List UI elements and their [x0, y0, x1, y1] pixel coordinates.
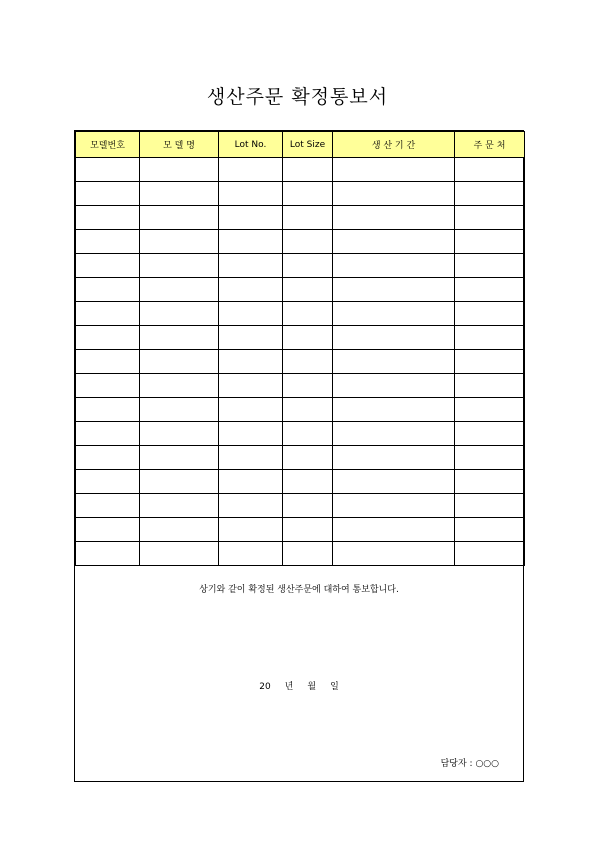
table-cell[interactable] [76, 422, 140, 446]
table-cell[interactable] [455, 254, 525, 278]
table-cell[interactable] [76, 206, 140, 230]
table-cell[interactable] [333, 206, 455, 230]
table-cell[interactable] [140, 518, 219, 542]
table-cell[interactable] [140, 182, 219, 206]
table-cell[interactable] [333, 518, 455, 542]
table-cell[interactable] [283, 230, 333, 254]
table-cell[interactable] [76, 470, 140, 494]
table-cell[interactable] [455, 350, 525, 374]
header-lot-size: Lot Size [283, 132, 333, 158]
table-cell[interactable] [283, 398, 333, 422]
table-cell[interactable] [333, 398, 455, 422]
document-title: 생산주문 확정통보서 [206, 86, 389, 108]
table-row [76, 446, 525, 470]
table-cell[interactable] [333, 446, 455, 470]
table-row [76, 158, 525, 182]
table-cell[interactable] [455, 326, 525, 350]
table-cell[interactable] [76, 350, 140, 374]
header-production-period: 생 산 기 간 [333, 132, 455, 158]
table-cell[interactable] [455, 302, 525, 326]
table-cell[interactable] [333, 422, 455, 446]
table-cell[interactable] [333, 494, 455, 518]
table-cell[interactable] [455, 182, 525, 206]
table-cell[interactable] [140, 302, 219, 326]
table-cell[interactable] [219, 518, 283, 542]
table-cell[interactable] [219, 302, 283, 326]
table-cell[interactable] [140, 230, 219, 254]
header-model-name: 모 델 명 [140, 132, 219, 158]
table-cell[interactable] [283, 494, 333, 518]
table-cell[interactable] [76, 302, 140, 326]
table-cell[interactable] [455, 398, 525, 422]
table-row [76, 398, 525, 422]
table-row [76, 206, 525, 230]
header-order-client: 주 문 처 [455, 132, 525, 158]
table-cell[interactable] [283, 302, 333, 326]
table-cell[interactable] [333, 302, 455, 326]
table-cell[interactable] [283, 470, 333, 494]
table-cell[interactable] [219, 470, 283, 494]
table-cell[interactable] [283, 206, 333, 230]
manager-line [441, 756, 499, 769]
table-cell[interactable] [455, 158, 525, 182]
table-cell[interactable] [333, 350, 455, 374]
table-cell[interactable] [333, 182, 455, 206]
header-model-number: 모델번호 [76, 132, 140, 158]
table-cell[interactable] [140, 254, 219, 278]
table-cell[interactable] [333, 278, 455, 302]
table-row [76, 182, 525, 206]
table-cell[interactable] [455, 542, 525, 566]
table-cell[interactable] [219, 446, 283, 470]
table-cell[interactable] [140, 494, 219, 518]
table-cell[interactable] [333, 470, 455, 494]
table-cell[interactable] [333, 158, 455, 182]
table-cell[interactable] [283, 422, 333, 446]
table-cell[interactable] [140, 350, 219, 374]
table-cell[interactable] [140, 422, 219, 446]
notice-text: 상기와 같이 확정된 생산주문에 대하여 통보합니다. [199, 585, 399, 595]
table-cell[interactable] [219, 422, 283, 446]
table-cell[interactable] [140, 446, 219, 470]
date-month-label: 월 [307, 682, 317, 692]
table-cell[interactable] [283, 374, 333, 398]
table-cell[interactable] [219, 398, 283, 422]
table-cell[interactable] [455, 374, 525, 398]
table-cell[interactable] [283, 278, 333, 302]
footer-section [75, 568, 523, 782]
manager-label: 담당자 : [440, 759, 473, 769]
table-row [76, 302, 525, 326]
table-cell[interactable] [219, 278, 283, 302]
table-row [76, 494, 525, 518]
table-row [76, 374, 525, 398]
table-cell[interactable] [76, 278, 140, 302]
table-row [76, 518, 525, 542]
table-cell[interactable] [76, 158, 140, 182]
table-cell[interactable] [140, 278, 219, 302]
table-row [76, 542, 525, 566]
table-cell[interactable] [76, 446, 140, 470]
table-cell[interactable] [455, 518, 525, 542]
table-cell[interactable] [219, 350, 283, 374]
table-cell[interactable] [140, 206, 219, 230]
table-cell[interactable] [140, 398, 219, 422]
table-cell[interactable] [76, 542, 140, 566]
table-row [76, 278, 525, 302]
order-table [75, 131, 525, 566]
table-cell[interactable] [283, 446, 333, 470]
table-row [76, 470, 525, 494]
table-cell[interactable] [283, 158, 333, 182]
table-cell[interactable] [140, 374, 219, 398]
table-cell[interactable] [455, 446, 525, 470]
table-cell[interactable] [76, 254, 140, 278]
header-lot-no: Lot No. [219, 132, 283, 158]
table-cell[interactable] [283, 326, 333, 350]
table-cell[interactable] [455, 206, 525, 230]
date-year-label: 년 [284, 682, 294, 692]
table-cell[interactable] [219, 182, 283, 206]
table-cell[interactable] [219, 206, 283, 230]
table-row [76, 326, 525, 350]
table-cell[interactable] [283, 518, 333, 542]
table-cell[interactable] [283, 542, 333, 566]
table-cell[interactable] [140, 326, 219, 350]
table-cell[interactable] [333, 542, 455, 566]
table-cell[interactable] [219, 158, 283, 182]
table-cell[interactable] [333, 326, 455, 350]
order-sheet [74, 130, 524, 782]
table-cell[interactable] [283, 254, 333, 278]
table-cell[interactable] [333, 374, 455, 398]
table-cell[interactable] [76, 398, 140, 422]
table-cell[interactable] [455, 494, 525, 518]
table-cell[interactable] [140, 158, 219, 182]
table-cell[interactable] [219, 542, 283, 566]
header-row [76, 132, 525, 158]
date-day-label: 일 [330, 682, 339, 692]
table-cell[interactable] [140, 542, 219, 566]
table-cell[interactable] [455, 422, 525, 446]
date-year-prefix: 20 [259, 682, 271, 692]
table-cell[interactable] [283, 350, 333, 374]
table-cell[interactable] [219, 326, 283, 350]
table-cell[interactable] [219, 230, 283, 254]
table-cell[interactable] [76, 494, 140, 518]
table-row [76, 254, 525, 278]
table-cell[interactable] [76, 326, 140, 350]
table-cell[interactable] [455, 278, 525, 302]
table-row [76, 350, 525, 374]
table-cell[interactable] [455, 230, 525, 254]
table-row [76, 230, 525, 254]
table-cell[interactable] [219, 254, 283, 278]
table-cell[interactable] [333, 230, 455, 254]
table-cell[interactable] [333, 254, 455, 278]
table-cell[interactable] [219, 494, 283, 518]
table-row [76, 422, 525, 446]
table-cell[interactable] [283, 182, 333, 206]
date-line [75, 679, 523, 692]
table-cell[interactable] [76, 518, 140, 542]
table-cell[interactable] [140, 470, 219, 494]
manager-value: ○○○ [475, 759, 499, 769]
table-cell[interactable] [455, 470, 525, 494]
table-cell[interactable] [219, 374, 283, 398]
table-cell[interactable] [76, 230, 140, 254]
table-cell[interactable] [76, 182, 140, 206]
table-cell[interactable] [76, 374, 140, 398]
